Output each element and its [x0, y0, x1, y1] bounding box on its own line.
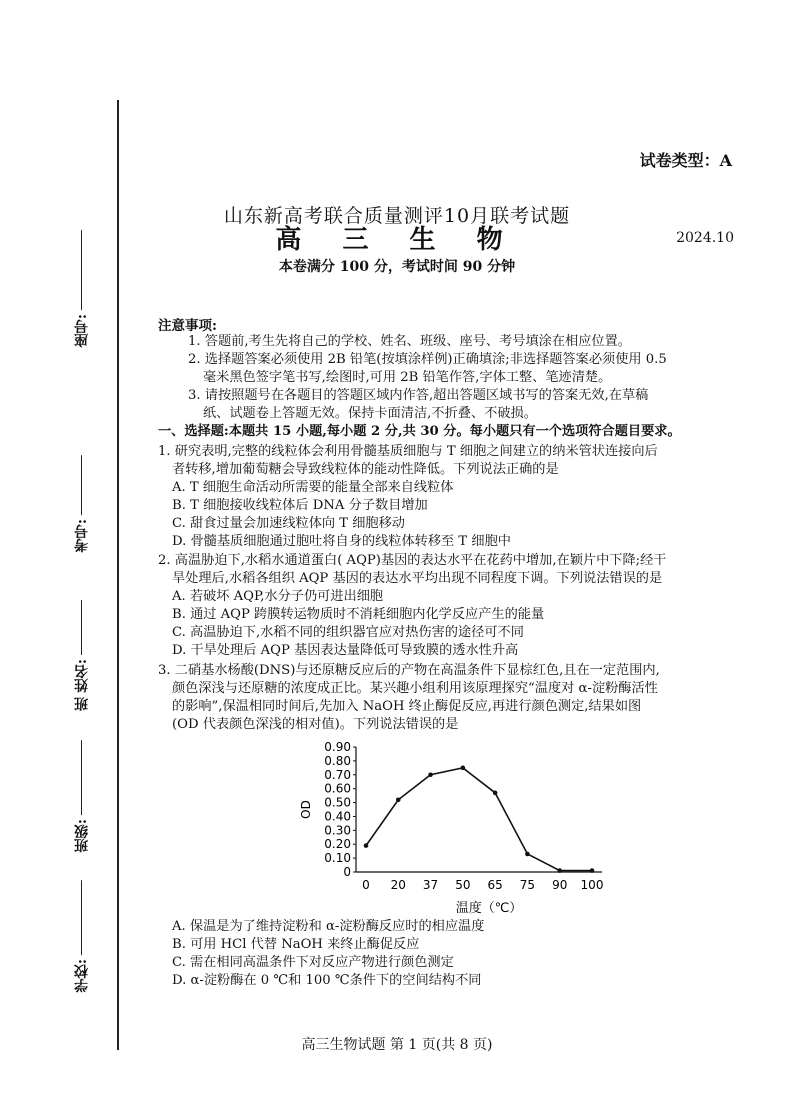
q2-option-b[interactable]: B. 通过 AQP 跨膜转运物质时不消耗细胞内化学反应产生的能量 — [172, 607, 545, 622]
q3-stem-1: 3. 二硝基水杨酸(DNS)与还原糖反应后的产物在高温条件下显棕红色,且在一定范围内, — [158, 663, 660, 678]
y-tick-label: 0.10 — [324, 851, 351, 866]
x-tick-label: 90 — [552, 878, 568, 892]
q2-option-d[interactable]: D. 干旱处理后 AQP 基因表达量降低可导致膜的透水性升高 — [172, 643, 519, 658]
y-tick-label: 0.40 — [324, 809, 351, 824]
od-temperature-chart — [290, 738, 620, 918]
school-field[interactable] — [72, 880, 92, 992]
notice-item-1: 1. 答题前,考生先将自己的学校、姓名、班级、座号、考号填涂在相应位置。 — [188, 334, 631, 349]
y-tick-label: 0.80 — [324, 753, 351, 768]
x-tick-label: 37 — [422, 878, 439, 892]
page-footer: 高三生物试题 第 1 页(共 8 页) — [301, 1037, 493, 1053]
y-tick-label: 0.90 — [324, 740, 351, 754]
y-tick-label: 0.60 — [324, 781, 351, 796]
x-tick-label: 75 — [519, 878, 536, 892]
x-tick-label: 65 — [487, 878, 503, 892]
x-tick-label: 20 — [390, 878, 406, 892]
q3-option-b[interactable]: B. 可用 HCl 代替 NaOH 来终止酶促反应 — [172, 937, 420, 952]
od-data-point — [493, 791, 498, 796]
subject-title: 高 三 生 物 — [275, 225, 519, 255]
q3-option-d[interactable]: D. α-淀粉酶在 0 ℃和 100 ℃条件下的空间结构不同 — [172, 973, 482, 988]
seat-label: 座号: — [74, 314, 90, 348]
x-tick-label: 50 — [455, 878, 471, 892]
od-data-point — [590, 868, 595, 873]
notice-item-3: 3. 请按照题号在各题目的答题区域内作答,超出答题区域书写的答案无效,在草稿 — [188, 388, 649, 403]
y-tick-label: 0.50 — [324, 795, 351, 810]
paper-type: 试卷类型：A — [639, 151, 732, 170]
exam-no-field[interactable] — [72, 455, 92, 552]
notice-item-3-cont: 纸、试题卷上答题无效。保持卡面清洁,不折叠、不破损。 — [203, 406, 537, 421]
x-axis-label: 温度（℃） — [455, 901, 523, 916]
x-tick-label: 100 — [580, 878, 604, 892]
class-field[interactable] — [72, 740, 92, 852]
q1-option-b[interactable]: B. T 细胞接收线粒体后 DNA 分子数目增加 — [172, 498, 428, 513]
y-tick-label: 0.70 — [324, 767, 351, 782]
od-data-point — [525, 852, 530, 857]
name-label: 班 姓名: — [74, 659, 90, 712]
q3-stem-2: 颜色深浅与还原糖的浓度成正比。某兴趣小组利用该原理探究“温度对 α-淀粉酶活性 — [172, 681, 658, 696]
x-tick-label: 0 — [362, 878, 370, 892]
notice-heading: 注意事项: — [158, 318, 217, 334]
od-data-point — [364, 843, 369, 848]
q1-option-a[interactable]: A. T 细胞生命活动所需要的能量全部来自线粒体 — [172, 480, 454, 495]
name-field[interactable] — [72, 600, 92, 711]
q3-stem-4: (OD 代表颜色深浅的相对值)。下列说法错误的是 — [172, 717, 459, 732]
od-series-line — [366, 768, 592, 871]
q1-option-d[interactable]: D. 骨髓基质细胞通过胞吐将自身的线粒体转移至 T 细胞中 — [172, 534, 511, 549]
od-data-point — [428, 772, 433, 777]
school-label: 学校: — [74, 959, 90, 993]
exam-subtitle: 本卷满分 100 分，考试时间 90 分钟 — [278, 259, 516, 275]
q2-stem-2: 旱处理后,水稻各组织 AQP 基因的表达水平均出现不同程度下调。下列说法错误的是 — [172, 571, 663, 586]
exam-no-label: 考号: — [74, 519, 90, 553]
section-heading: 一、选择题:本题共 15 小题,每小题 2 分,共 30 分。每小题只有一个选项符合题目要求。 — [158, 424, 681, 439]
y-axis-label: OD — [299, 800, 313, 819]
q3-option-a[interactable]: A. 保温是为了维持淀粉和 α-淀粉酶反应时的相应温度 — [172, 919, 485, 934]
q1-stem-1: 1. 研究表明,完整的线粒体会利用骨髓基质细胞与 T 细胞之间建立的纳米管状连接向后 — [158, 444, 658, 459]
q1-option-c[interactable]: C. 甜食过量会加速线粒体向 T 细胞移动 — [172, 516, 405, 531]
od-data-point — [557, 868, 562, 873]
q2-stem-1: 2. 高温胁迫下,水稻水通道蛋白( AQP)基因的表达水平在花药中增加,在颖片中下降;经干 — [158, 553, 667, 568]
class-label: 班级: — [74, 819, 90, 853]
notice-item-2-cont: 毫米黑色签字笔书写,绘图时,可用 2B 铅笔作答,字体工整、笔迹清楚。 — [203, 370, 612, 385]
y-tick-label: 0.20 — [324, 837, 351, 852]
od-data-point — [396, 797, 401, 802]
q1-stem-2: 者转移,增加葡萄糖会导致线粒体的能动性降低。下列说法正确的是 — [172, 462, 559, 477]
q3-stem-3: 的影响”,保温相同时间后,先加入 NaOH 终止酶促反应,再进行颜色测定,结果如图 — [172, 699, 642, 714]
notice-item-2: 2. 选择题答案必须使用 2B 铅笔(按填涂样例)正确填涂;非选择题答案必须使用 0.5 — [188, 352, 667, 367]
q3-option-c[interactable]: C. 需在相同高温条件下对反应产物进行颜色测定 — [172, 955, 454, 970]
exam-title: 山东新高考联合质量测评10月联考试题 — [223, 205, 571, 227]
q2-option-a[interactable]: A. 若破坏 AQP,水分子仍可进出细胞 — [172, 589, 384, 604]
q2-option-c[interactable]: C. 高温胁迫下,水稻不同的组织器官应对热伤害的途径可不同 — [172, 625, 524, 640]
od-data-point — [461, 766, 466, 771]
exam-date: 2024.10 — [676, 230, 734, 246]
y-tick-label: 0 — [343, 865, 351, 879]
y-tick-label: 0.30 — [324, 823, 351, 838]
